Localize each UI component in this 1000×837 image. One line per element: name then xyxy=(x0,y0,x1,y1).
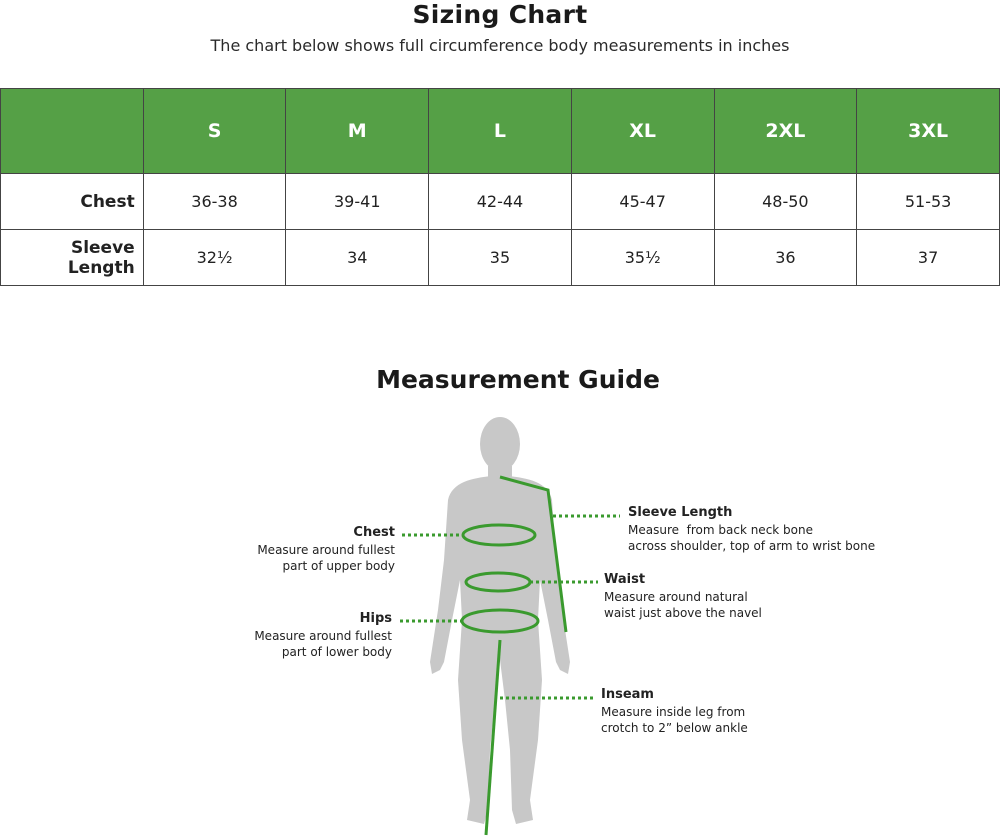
table-cell: 39-41 xyxy=(286,174,429,230)
waist-desc-line1: Measure around natural xyxy=(604,590,748,604)
chest-label: Chest xyxy=(353,525,395,540)
page-title: Sizing Chart xyxy=(412,0,588,29)
waist-label: Waist xyxy=(604,572,646,587)
inseam-callout xyxy=(601,686,801,736)
hips-desc-line2: part of lower body xyxy=(281,645,392,659)
inseam-desc-line2: crotch to 2” below ankle xyxy=(601,721,748,735)
size-header: M xyxy=(286,89,429,174)
sleeve-callout xyxy=(628,504,928,554)
inseam-desc-line1: Measure inside leg from xyxy=(601,705,746,719)
sleeve-desc-line1: Measure from back neck bone xyxy=(628,523,813,537)
table-cell: 51-53 xyxy=(857,174,1000,230)
table-cell: 35 xyxy=(429,230,572,286)
chest-callout xyxy=(240,524,395,574)
size-header: XL xyxy=(571,89,714,174)
inseam-label: Inseam xyxy=(601,687,654,702)
table-cell: 37 xyxy=(857,230,1000,286)
chest-desc-line1: Measure around fullest xyxy=(257,543,395,557)
hips-desc-line1: Measure around fullest xyxy=(254,629,392,643)
page-subtitle: The chart below shows full circumference body measurements in inches xyxy=(210,36,790,55)
table-cell: 48-50 xyxy=(714,174,857,230)
row-label: Chest xyxy=(1,174,144,230)
chest-desc-line2: part of upper body xyxy=(282,559,395,573)
size-header: 2XL xyxy=(714,89,857,174)
table-cell: 36 xyxy=(714,230,857,286)
table-cell: 35½ xyxy=(571,230,714,286)
sleeve-label: Sleeve Length xyxy=(628,505,733,520)
table-cell: 45-47 xyxy=(571,174,714,230)
size-header: 3XL xyxy=(857,89,1000,174)
hips-callout xyxy=(240,610,392,660)
size-header: S xyxy=(143,89,286,174)
row-label: Sleeve Length xyxy=(1,230,144,286)
table-cell: 42-44 xyxy=(429,174,572,230)
guide-title: Measurement Guide xyxy=(376,365,660,394)
hips-label: Hips xyxy=(359,611,392,626)
table-cell: 32½ xyxy=(143,230,286,286)
table-cell: 36-38 xyxy=(143,174,286,230)
sleeve-desc-line2: across shoulder, top of arm to wrist bone xyxy=(628,539,876,553)
waist-callout xyxy=(604,571,804,621)
table-cell: 34 xyxy=(286,230,429,286)
waist-desc-line2: waist just above the navel xyxy=(604,606,762,620)
size-header: L xyxy=(429,89,572,174)
